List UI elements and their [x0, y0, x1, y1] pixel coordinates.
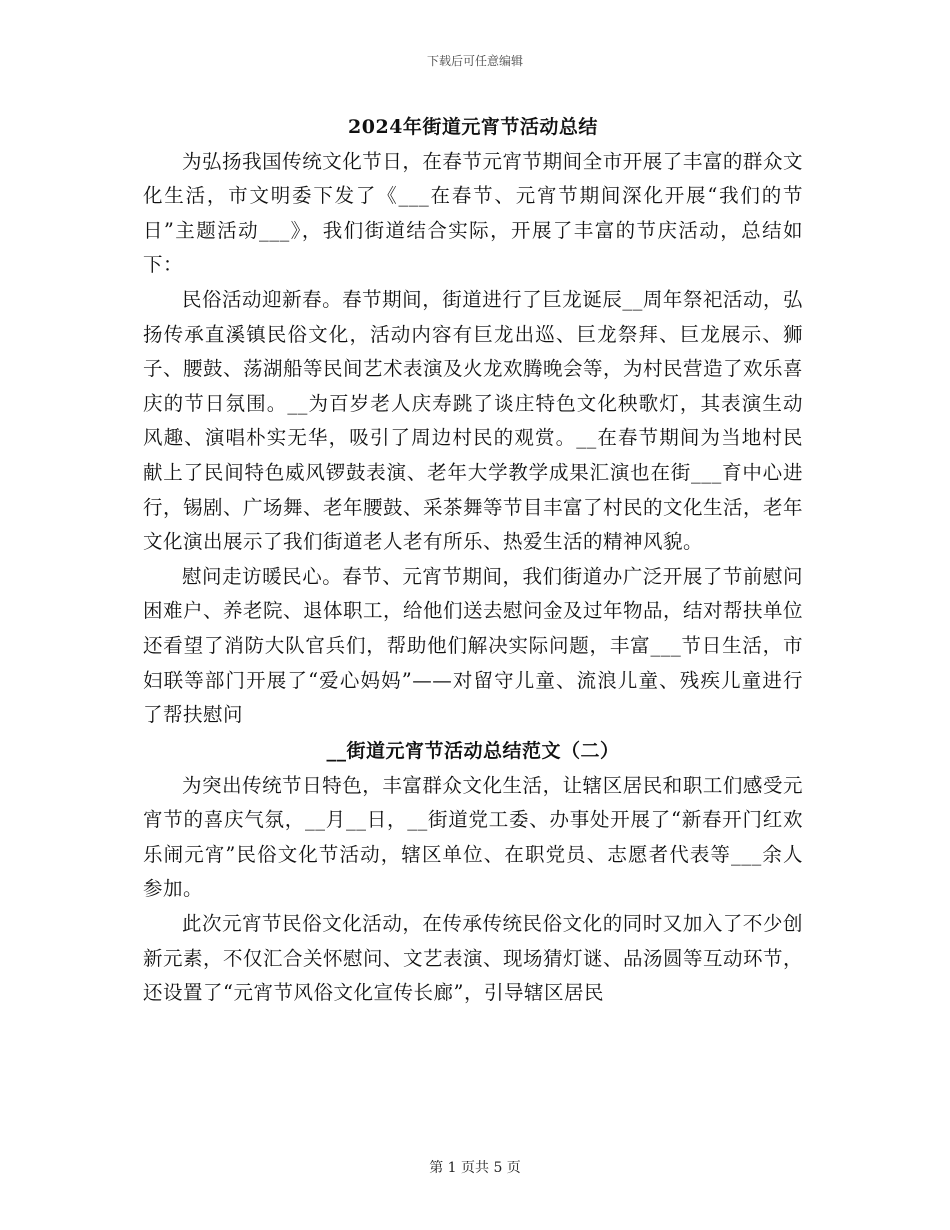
document-body — [143, 110, 803, 1011]
header-note: 下载后可任意编辑 — [426, 54, 523, 68]
paragraph: 慰问走访暖民心。春节、元宵节期间，我们街道办广泛开展了节前慰问困难户、养老院、退体职工，给他们送去慰问金及过年物品，结对帮扶单位还看望了消防大队官兵们，帮助他们解决实际问题，丰富___节日生活，市妇联等部门开展了“爱心妈妈”——对留守儿童、流浪儿童、残疾儿童进行了帮扶慰问 — [143, 564, 804, 727]
paragraph: 民俗活动迎新春。春节期间，街道进行了巨龙诞辰__周年祭祀活动，弘扬传承直溪镇民俗文化，活动内容有巨龙出巡、巨龙祭拜、巨龙展示、狮子、腰鼓、荡湖船等民间艺术表演及火龙欢腾晚会等，为村民营造了欢乐喜庆的节日氛围。__为百岁老人庆寿跳了谈庄特色文化秧歌灯，其表演生动风趣、演唱朴实无华，吸引了周边村民的观赏。__在春节期间为当地村民献上了民间特色威风锣鼓表演、老年大学教学成果汇演也在街___育中心进行，锡剧、广场舞、老年腰鼓、采茶舞等节目丰富了村民的文化生活，老年文化演出展示了我们街道老人老有所乐、热爱生活的精神风貌。 — [143, 287, 804, 554]
paragraph: 为突出传统节日特色，丰富群众文化生活，让辖区居民和职工们感受元宵节的喜庆气氛，__月__日，__街道党工委、办事处开展了“新春开门红欢乐闹元宵”民俗文化节活动，辖区单位、在职党员、志愿者代表等___余人参加。 — [143, 773, 803, 901]
page-number: 第 1 页共 5 页 — [429, 1160, 521, 1176]
section-title: __街道元宵节活动总结范文（二） — [326, 739, 620, 762]
document-title: 2024年街道元宵节活动总结 — [348, 116, 598, 138]
paragraph: 为弘扬我国传统文化节日，在春节元宵节期间全市开展了丰富的群众文化生活，市文明委下发了《___在春节、元宵节期间深化开展“我们的节日”主题活动___》，我们街道结合实际，开展了丰富的节庆活动，总结如下： — [143, 149, 803, 277]
paragraph: 此次元宵节民俗文化活动，在传承传统民俗文化的同时又加入了不少创新元素，不仅汇合关怀慰问、文艺表演、现场猜灯谜、品汤圆等互动环节，还设置了“元宵节风俗文化宣传长廊”，引导辖区居民 — [143, 912, 804, 1005]
